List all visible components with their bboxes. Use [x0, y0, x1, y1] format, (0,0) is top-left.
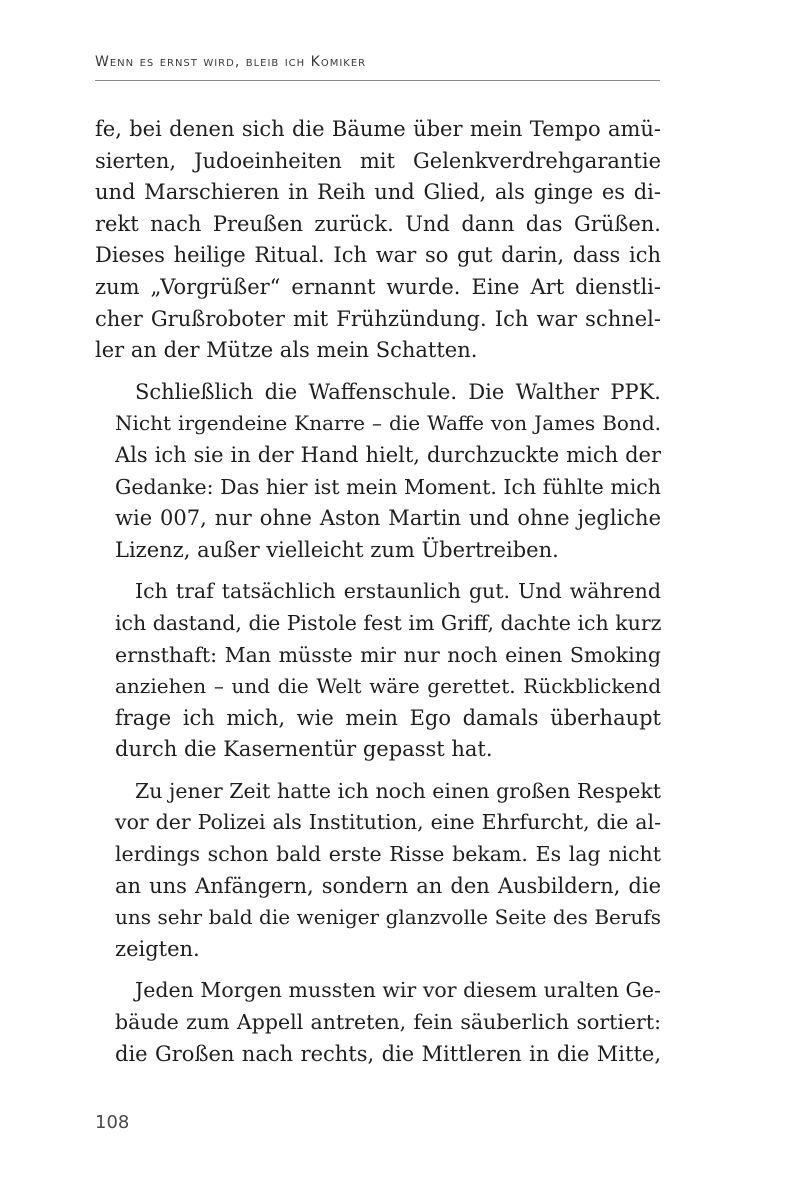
running-head: Wenn es ernst wird, bleib ich Komiker [95, 54, 367, 70]
text-line: anziehen – und die Welt wäre gerettet. Rückblickend [115, 674, 661, 699]
text-line: bäude zum Appell antreten, fein säuberlich sortiert: [115, 1010, 661, 1035]
text-line: vor der Polizei als Institution, eine Ehrfurcht, die al- [115, 810, 661, 835]
text-line: Schließlich die Waffenschule. Die Walther PPK. [135, 379, 661, 404]
text-line: rekt nach Preußen zurück. Und dann das Grüßen. [95, 211, 661, 236]
text-line: lerdings schon bald erste Risse bekam. Es lag nicht [115, 842, 661, 867]
text-line: cher Grußroboter mit Frühzündung. Ich war schnel- [95, 306, 661, 331]
text-line: durch die Kasernentür gepasst hat. [115, 737, 493, 762]
text-line: frage ich mich, wie mein Ego damals überhaupt [115, 705, 661, 730]
text-line: fe, bei denen sich die Bäume über mein Tempo amü- [95, 117, 661, 141]
text-line: Jeden Morgen mussten wir vor diesem uralten Ge- [135, 978, 661, 1003]
text-line: die Großen nach rechts, die Mittleren in die Mitte, [115, 1041, 661, 1066]
text-line: ler an der Mütze als mein Schatten. [95, 338, 478, 363]
text-line: Zu jener Zeit hatte ich noch einen großen Respekt [135, 778, 661, 803]
body-text [95, 114, 661, 1070]
text-line: Als ich sie in der Hand hielt, durchzuckte mich der [115, 442, 661, 467]
paragraph-4 [95, 776, 661, 966]
text-line: und Marschieren in Reih und Glied, als ginge es di- [95, 180, 661, 205]
text-line: Gedanke: Das hier ist mein Moment. Ich fühlte mich [115, 474, 661, 499]
text-line: Ich traf tatsächlich erstaunlich gut. Und während [135, 579, 661, 604]
text-line: sierten, Judoeinheiten mit Gelenkverdrehgarantie [95, 148, 661, 173]
text-line: wie 007, nur ohne Aston Martin und ohne jegliche [115, 506, 661, 531]
page-number: 108 [95, 1112, 130, 1133]
text-line: an uns Anfängern, sondern an den Ausbildern, die [115, 873, 661, 898]
paragraph-2 [95, 377, 661, 567]
text-line: Lizenz, außer vielleicht zum Übertreiben. [115, 537, 559, 562]
text-line: zeigten. [115, 936, 200, 961]
text-line: uns sehr bald die weniger glanzvolle Seite des Berufs [115, 905, 661, 930]
text-line: Dieses heilige Ritual. Ich war so gut darin, dass ich [95, 243, 661, 268]
text-line: Nicht irgendeine Knarre – die Waffe von James Bond. [115, 411, 661, 436]
text-line: ich dastand, die Pistole fest im Griff, dachte ich kurz [115, 610, 662, 635]
paragraph-1 [95, 114, 661, 367]
text-line: ernsthaft: Man müsste mir nur noch einen Smoking [115, 642, 661, 667]
paragraph-5 [95, 975, 661, 1070]
header-rule [95, 80, 660, 81]
paragraph-3 [95, 576, 661, 766]
text-line: zum „Vorgrüßer“ ernannt wurde. Eine Art dienstli- [95, 274, 661, 299]
